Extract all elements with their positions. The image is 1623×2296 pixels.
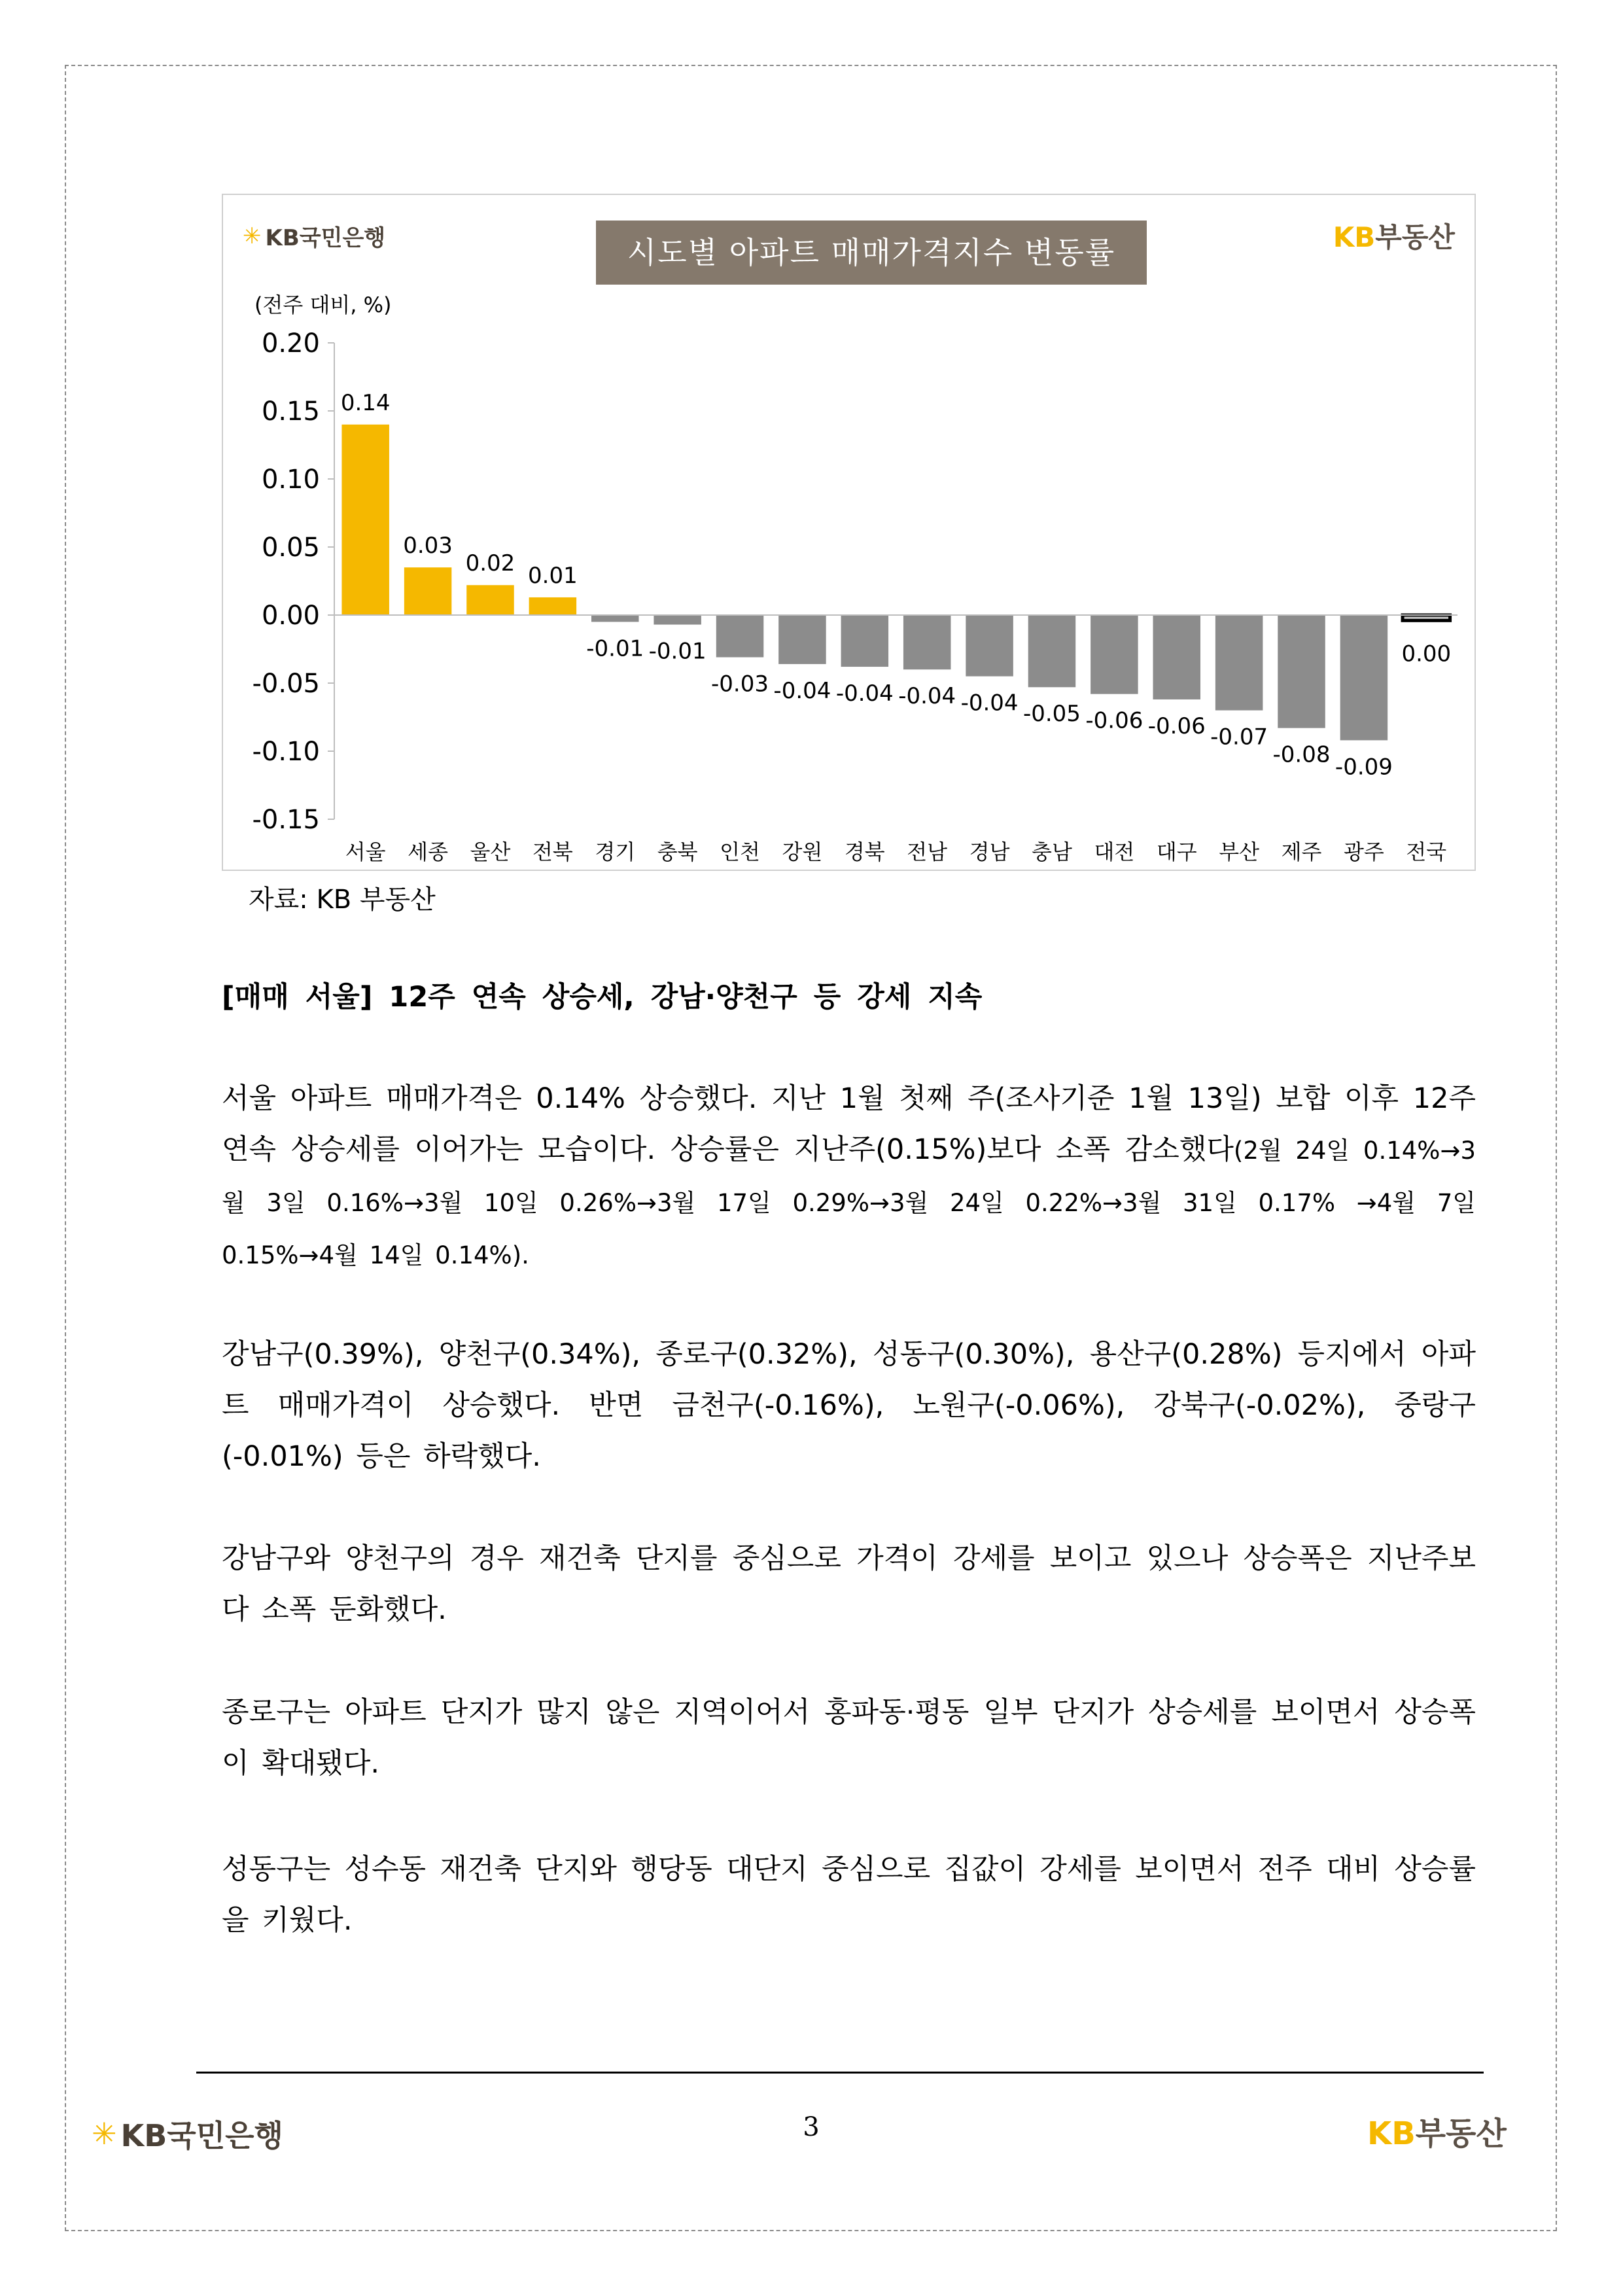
section-heading: [매매 서울] 12주 연속 상승세, 강남·양천구 등 강세 지속 <box>222 981 983 1014</box>
paragraph-5: 성동구는 성수동 재건축 단지와 행당동 대단지 중심으로 집값이 강세를 보이면서 전주 대비 상승률을 키웠다. <box>222 1853 1476 1937</box>
bar-제주 <box>1278 615 1325 728</box>
bar-경남 <box>966 615 1013 677</box>
paragraph-4: 종로구는 아파트 단지가 많지 않은 지역이어서 홍파동·평동 일부 단지가 상승세를 보이면서 상승폭이 확대됐다. <box>222 1696 1476 1780</box>
x-tick-label: 세종 <box>408 839 448 864</box>
x-tick-label: 강원 <box>782 839 823 864</box>
bar-세종 <box>404 567 451 615</box>
x-tick-label: 충남 <box>1032 839 1072 864</box>
bar-대구 <box>1153 615 1200 699</box>
chart-source: 자료: KB 부동산 <box>249 885 436 915</box>
data-label: 0.03 <box>403 533 453 559</box>
y-tick-label: 0.10 <box>261 465 320 495</box>
x-tick-label: 대전 <box>1094 839 1135 864</box>
chart-bank-logo-text: KB국민은행 <box>265 225 386 251</box>
data-label: -0.03 <box>711 671 769 698</box>
data-label: -0.06 <box>1085 707 1143 734</box>
y-tick-label: 0.05 <box>261 533 320 563</box>
chart-unit-label: (전주 대비, %) <box>254 292 392 317</box>
x-tick-label: 서울 <box>345 839 386 864</box>
data-label: -0.01 <box>586 635 644 662</box>
bar-인천 <box>716 615 763 657</box>
data-label: 0.00 <box>1401 641 1452 667</box>
data-label: -0.04 <box>773 677 831 704</box>
bar-광주 <box>1340 615 1387 740</box>
bar-chart <box>223 195 1475 870</box>
data-label: -0.04 <box>835 680 894 707</box>
footer-bank-logo-text: KB국민은행 <box>120 2118 283 2153</box>
data-label: 0.01 <box>528 562 578 589</box>
y-tick-label: 0.20 <box>261 328 320 359</box>
data-label: 0.02 <box>465 550 515 577</box>
kb-star-icon: ✳ <box>243 222 262 249</box>
x-tick-label: 대구 <box>1156 839 1197 864</box>
x-tick-label: 광주 <box>1344 839 1384 864</box>
x-tick-label: 전북 <box>532 839 573 864</box>
bar-충북 <box>654 615 701 625</box>
x-tick-label: 부산 <box>1219 839 1260 864</box>
data-label: -0.08 <box>1272 741 1331 768</box>
data-label: -0.09 <box>1335 754 1393 781</box>
x-tick-label: 제주 <box>1281 839 1322 864</box>
data-label: -0.04 <box>960 690 1019 716</box>
footer-divider <box>196 2072 1484 2074</box>
x-tick-label: 경기 <box>595 839 636 864</box>
chart-realestate-logo-name: 부동산 <box>1375 221 1455 253</box>
bar-전북 <box>529 597 576 615</box>
paragraph-1-detail: (2월 24일 0.14%→3월 3일 0.16%→3월 10일 0.26%→3월 17일 0.29%→3월 24일 0.22%→3월 31일 0.17% →4월 7일 0.15%→4월 14일 0.14%). <box>222 1137 1476 1269</box>
data-label: -0.04 <box>898 683 956 710</box>
bar-충남 <box>1028 615 1075 687</box>
bar-전남 <box>903 615 951 669</box>
paragraph-1 <box>222 1073 1476 1281</box>
data-label: -0.01 <box>648 638 707 665</box>
x-tick-label: 경북 <box>844 839 885 864</box>
chart-container <box>222 194 1476 871</box>
bar-경기 <box>591 615 638 622</box>
bar-강원 <box>778 615 826 664</box>
y-tick-label: 0.00 <box>261 601 320 631</box>
x-tick-label: 인천 <box>720 839 760 864</box>
paragraph-3: 강남구와 양천구의 경우 재건축 단지를 중심으로 가격이 강세를 보이고 있으나 상승폭은 지난주보다 소폭 둔화했다. <box>222 1542 1476 1626</box>
bar-부산 <box>1215 615 1263 711</box>
x-tick-label: 울산 <box>470 839 511 864</box>
bar-대전 <box>1091 615 1138 694</box>
page-number: 3 <box>803 2112 820 2142</box>
chart-realestate-logo-kb: KB <box>1333 221 1376 253</box>
data-label: 0.14 <box>340 389 391 416</box>
y-tick-label: -0.10 <box>252 737 320 767</box>
x-tick-label: 경남 <box>969 839 1010 864</box>
x-tick-label: 전남 <box>907 839 948 864</box>
bar-경북 <box>841 615 888 667</box>
data-label: -0.05 <box>1022 701 1081 728</box>
bar-전국 <box>1403 615 1450 620</box>
data-label: -0.07 <box>1210 724 1268 751</box>
chart-title: 시도별 아파트 매매가격지수 변동률 <box>596 221 1147 285</box>
footer-realestate-logo-kb: KB <box>1367 2115 1416 2152</box>
x-tick-label: 충북 <box>657 839 698 864</box>
bar-울산 <box>466 585 514 615</box>
y-tick-label: -0.05 <box>252 669 320 699</box>
paragraph-1-main: 서울 아파트 매매가격은 0.14% 상승했다. 지난 1월 첫째 주(조사기준 1월 13일) 보합 이후 12주 연속 상승세를 이어가는 모습이다. 상승률은 지난주(0.15%)보다 소폭 감소했다 <box>222 1082 1476 1166</box>
y-tick-label: 0.15 <box>261 397 320 427</box>
footer-bank-logo <box>92 2112 283 2155</box>
data-label: -0.06 <box>1147 713 1206 739</box>
paragraph-2: 강남구(0.39%), 양천구(0.34%), 종로구(0.32%), 성동구(0.30%), 용산구(0.28%) 등지에서 아파트 매매가격이 상승했다. 반면 금천구(-0.16%), 노원구(-0.06%), 강북구(-0.02%), 중랑구(-0.01%) 등은 하락했다. <box>222 1338 1476 1473</box>
y-tick-label: -0.15 <box>252 805 320 835</box>
footer-realestate-logo-name: 부동산 <box>1415 2115 1507 2152</box>
x-tick-label: 전국 <box>1406 839 1447 864</box>
kb-star-icon: ✳ <box>92 2116 117 2151</box>
bar-서울 <box>341 425 389 615</box>
footer-realestate-logo <box>1367 2108 1507 2153</box>
